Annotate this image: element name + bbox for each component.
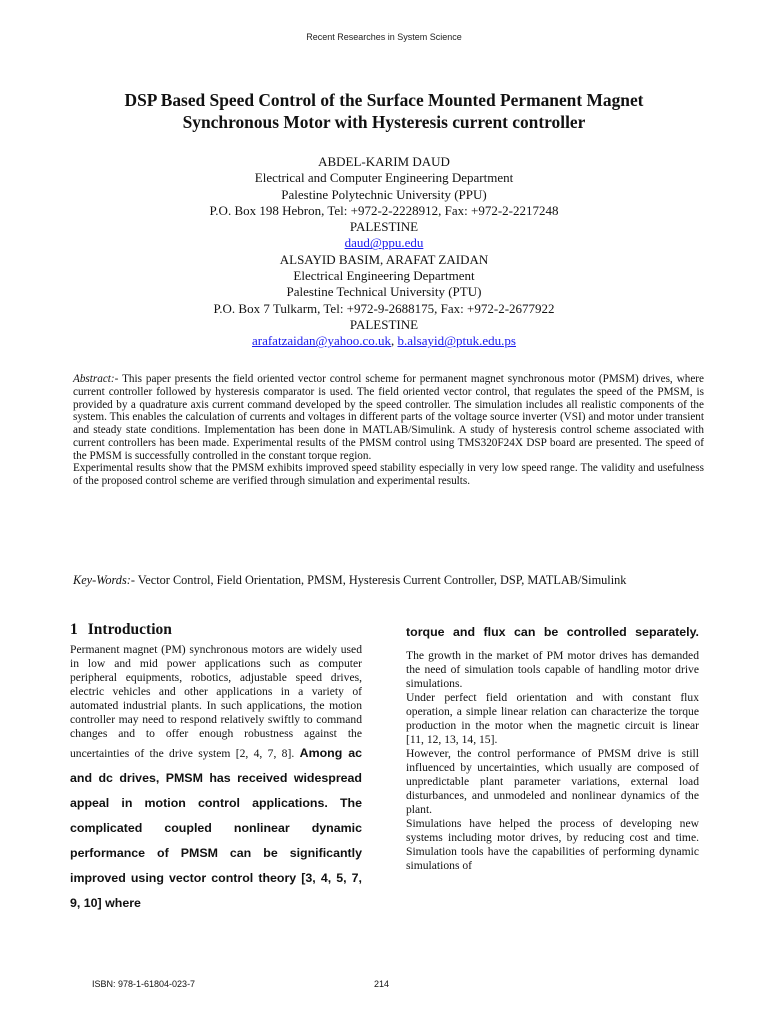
author-2-address: P.O. Box 7 Tulkarm, Tel: +972-9-2688175, Fax: +972-2-2677922 (213, 300, 555, 316)
right-column (406, 620, 699, 873)
author-1-email-link[interactable]: daud@ppu.edu (344, 235, 424, 251)
abstract-label: Abstract:- (73, 373, 119, 385)
left-column (70, 620, 362, 916)
author-1-university: Palestine Polytechnic University (PPU) (281, 186, 487, 202)
abstract (73, 373, 704, 488)
page-number: 214 (374, 979, 390, 989)
author-2-email-link-2[interactable]: b.alsayid@ptuk.edu.ps (397, 333, 516, 349)
author-1-country: PALESTINE (349, 219, 419, 235)
intro-paragraph-4: However, the control performance of PMSM drive is still influenced by uncertainties, which usually are composed of unpredictable plant parameter variations, external load disturbances, and unmodeled and nonlinear dynamics of the plant. (406, 747, 699, 816)
author-2-email-link-1[interactable]: arafatzaidan@yahoo.co.uk (251, 333, 391, 349)
abstract-paragraph-1 (73, 373, 704, 462)
section-heading (70, 620, 362, 640)
author-block (90, 154, 678, 350)
keywords-label: Key-Words:- (73, 573, 135, 587)
author-2-university: Palestine Technical University (PTU) (286, 284, 482, 300)
author-1-address: P.O. Box 198 Hebron, Tel: +972-2-2228912, Fax: +972-2-2217248 (209, 202, 559, 218)
keywords (73, 573, 704, 589)
author-1-name: ABDEL-KARIM DAUD (318, 154, 450, 169)
title-line-2: Synchronous Motor with Hysteresis current controller (182, 112, 586, 132)
section-number: 1 (70, 621, 78, 638)
running-head: Recent Researches in System Science (306, 32, 462, 42)
intro-paragraph-5: Simulations have helped the process of developing new systems including motor drives, by reducing cost and time. Simulation tools have the capabilities of performing dynamic simulations of (406, 817, 699, 872)
author-2-emails (90, 333, 678, 349)
intro-bold-continuation: torque and flux can be controlled separately. (406, 625, 699, 639)
author-2-country: PALESTINE (349, 316, 419, 332)
intro-paragraph-2: The growth in the market of PM motor drives has demanded the need of simulation tools capable of handling motor drive simulations. (406, 649, 699, 690)
section-title: Introduction (87, 621, 172, 638)
author-2-department: Electrical Engineering Department (293, 268, 475, 284)
abstract-paragraph-2: Experimental results show that the PMSM exhibits improved speed stability especially in very low speed range. The validity and usefulness of the proposed control scheme are verified through simulation and experimental results. (73, 462, 704, 487)
footer-isbn: ISBN: 978-1-61804-023-7 (92, 979, 196, 989)
intro-paragraph-1 (70, 643, 362, 916)
author-1-department: Electrical and Computer Engineering Department (254, 170, 514, 186)
intro-bold-run: Among ac and dc drives, PMSM has received widespread appeal in motion control applications. The complicated coupled nonlinear dynamic performance of PMSM can be significantly improved using vector control theory [3, 4, 5, 7, 9, 10] where (70, 746, 362, 910)
author-2-names: ALSAYID BASIM, ARAFAT ZAIDAN (279, 251, 489, 267)
paper-title (60, 89, 708, 133)
intro-text-1: Permanent magnet (PM) synchronous motors are widely used in low and mid power applications such as computer peripheral equipments, robotics, adjustable speed drives, electric vehicles and other applications in a variety of automated industrial plants. In such applications, the motion controller may need to respond relatively swiftly to command changes and to offer enough robustness against the uncertainties of the drive system [2, 4, 7, 8]. (70, 643, 362, 760)
title-line-1: DSP Based Speed Control of the Surface Mounted Permanent Magnet (124, 90, 644, 110)
abstract-text-1: This paper presents the field oriented vector control scheme for permanent magnet synchronous motor (PMSM) drives, where current controller followed by hysteresis comparator is used. The field oriented vector control, that regulates the speed of the PMSM, is provided by a quadrature axis current command developed by the speed controller. The simulation includes all realistic components of the system. This enables the calculation of currents and voltages in different parts of the voltage source inverter (VSI) and motor under transient and steady state conditions. Implementation has been done in MATLAB/Simulink. A study of hysteresis control scheme associated with current controllers has been made. Experimental results of the PMSM control using TMS320F24X DSP board are presented. The speed of the PMSM is successfully controlled in the constant torque region. (73, 373, 704, 462)
email-separator: , (391, 333, 398, 349)
intro-paragraph-3: Under perfect field orientation and with constant flux operation, a simple linear relation can characterize the torque production in the motor when the magnetic circuit is linear [11, 12, 13, 14, 15]. (406, 691, 699, 746)
keywords-text: Vector Control, Field Orientation, PMSM, Hysteresis Current Controller, DSP, MATLAB/Simulink (134, 573, 627, 587)
